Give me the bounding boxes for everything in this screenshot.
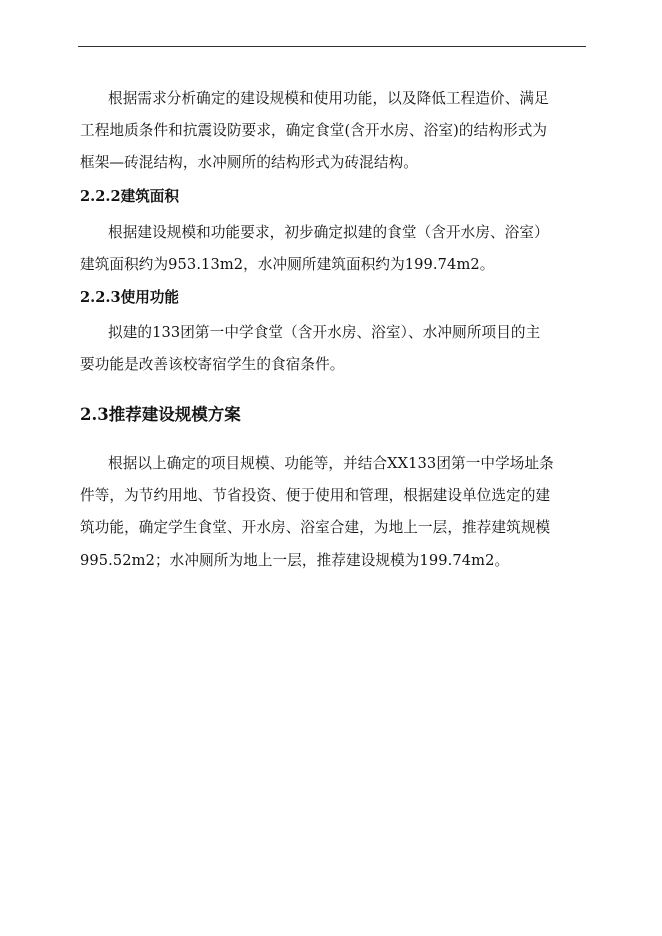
paragraph-1-line-2: 工程地质条件和抗震设防要求，确定食堂(含开水房、浴室)的结构形式为 (80, 122, 548, 139)
section-2-3-line-1: 根据以上确定的项目规模、功能等，并结合XX133团第一中学场址条 (108, 455, 554, 472)
section-2-2-3-line-2: 要功能是改善该校寄宿学生的食宿条件。 (80, 356, 345, 373)
section-2-2-3-line-1: 拟建的133团第一中学食堂（含开水房、浴室）、水冲厕所项目的主 (108, 324, 541, 341)
header-rule (78, 46, 586, 47)
section-2-2-2-heading: 2.2.2建筑面积 (80, 188, 179, 205)
section-2-2-2-line-2: 建筑面积约为953.13m2，水冲厕所建筑面积约为199.74m2。 (80, 256, 495, 273)
section-2-3-line-3: 筑功能，确定学生食堂、开水房、浴室合建，为地上一层，推荐建筑规模 (80, 519, 551, 536)
section-2-2-2-line-1: 根据建设规模和功能要求，初步确定拟建的食堂（含开水房、浴室） (108, 224, 549, 241)
section-2-3-line-4: 995.52m2；水冲厕所为地上一层，推荐建设规模为199.74m2。 (80, 552, 510, 569)
section-2-3-line-2: 件等，为节约用地、节省投资、便于使用和管理，根据建设单位选定的建 (80, 487, 551, 504)
section-2-3-heading: 2.3推荐建设规模方案 (80, 405, 241, 424)
paragraph-1-line-1: 根据需求分析确定的建设规模和使用功能，以及降低工程造价、满足 (108, 90, 549, 107)
paragraph-1-line-3: 框架—砖混结构，水冲厕所的结构形式为砖混结构。 (80, 154, 418, 171)
section-2-2-3-heading: 2.2.3使用功能 (80, 289, 179, 306)
